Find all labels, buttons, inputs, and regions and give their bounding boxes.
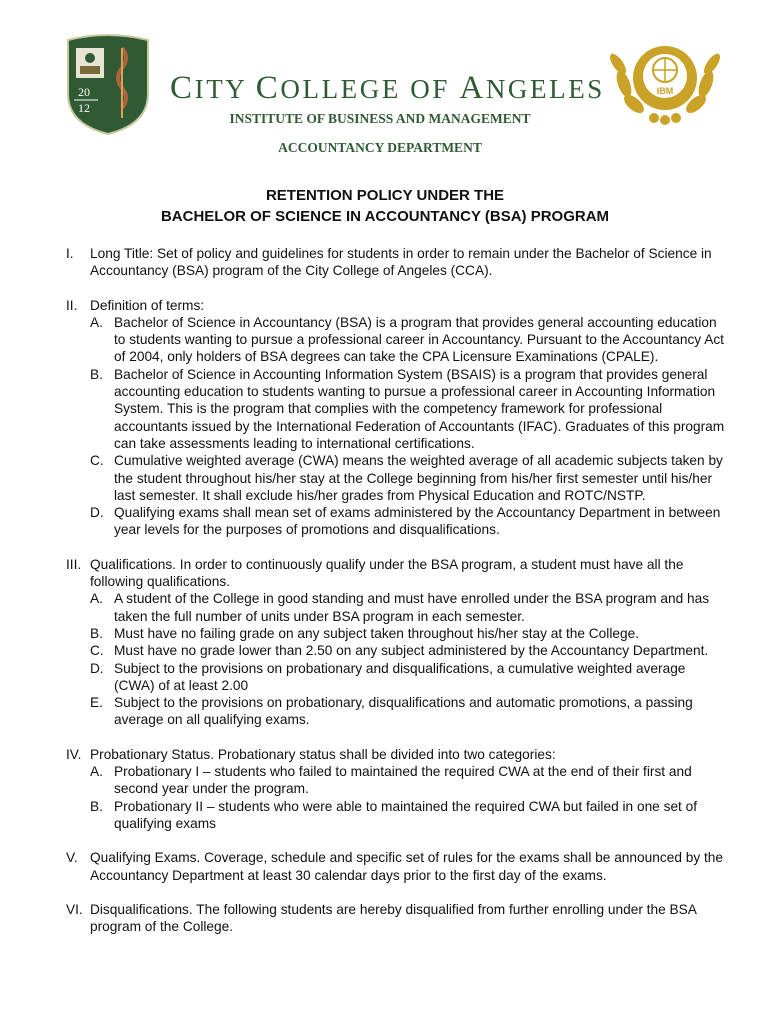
ibm-logo-text: IBM (656, 86, 674, 96)
college-name (170, 70, 605, 107)
item-text: Bachelor of Science in Accountancy (BSA) is a program that provides general accounting education to students wanting to pursue a professional career in Accountancy. Pursuant to the Accountancy Act of 2004, only holders of BSA degrees can take the CPA Licensure Examinations (CPALE). (114, 314, 724, 365)
item-letter: B. (90, 625, 103, 641)
item-letter: D. (90, 505, 104, 521)
title-line-1: RETENTION POLICY UNDER THE (265, 187, 505, 204)
section-1 (66, 245, 726, 280)
item-text: Must have no grade lower than 2.50 on any subject administered by the Accountancy Department. (114, 643, 709, 659)
list-item (90, 660, 726, 695)
college-letter-c1: C (170, 70, 195, 106)
document-title (60, 185, 710, 227)
list-item (90, 642, 726, 659)
section-2 (66, 297, 726, 539)
list-item (90, 763, 726, 798)
item-text: Probationary II – students who were able to maintained the required CWA but failed in one set of qualifying exams (114, 798, 698, 831)
item-letter: A. (90, 314, 103, 330)
item-text: Subject to the provisions on probationary, disqualifications and automatic promotions, a passing average on all qualifying exams. (114, 695, 693, 728)
section-number: V. (66, 850, 78, 866)
section-number: I. (66, 246, 74, 261)
list-item (90, 625, 726, 642)
section-text: Qualifications. In order to continuously qualify under the BSA program, a student must have all the following qualifications. (90, 556, 684, 590)
section-number: IV. (66, 746, 82, 762)
section-4 (66, 746, 726, 832)
college-shield-logo (64, 34, 152, 136)
title-line-2: BACHELOR OF SCIENCE IN ACCOUNTANCY (BSA) PROGRAM (160, 208, 610, 225)
logo-year-bottom: 12 (78, 101, 90, 115)
item-text: A student of the College in good standing and must have enrolled under the BSA program and has taken the full number of units under BSA program in each semester. (114, 591, 710, 624)
logo-year-top: 20 (78, 85, 90, 99)
item-letter: C. (90, 643, 104, 659)
list-item (90, 694, 726, 729)
list-item (90, 504, 726, 539)
section-6 (66, 901, 726, 936)
item-letter: A. (90, 764, 103, 780)
list-item (90, 314, 726, 366)
item-letter: B. (90, 366, 103, 382)
college-letter-c2: C (255, 70, 281, 106)
item-text: Qualifying exams shall mean set of exams administered by the Accountancy Department in between year levels for the purposes of promotions and disqualifications. (114, 505, 721, 538)
section-text: Qualifying Exams. Coverage, schedule and specific set of rules for the exams shall be announced by the Accountancy Department at least 30 calendar days prior to the first day of the exams. (90, 850, 724, 883)
item-text: Probationary I – students who failed to maintained the required CWA at the end of their first and second year under the program. (114, 764, 692, 797)
section-text: Probationary Status. Probationary status shall be divided into two categories: (90, 746, 556, 762)
section-3 (66, 556, 726, 729)
list-item (90, 798, 726, 833)
item-letter: E. (90, 695, 103, 711)
list-item (90, 590, 726, 625)
ibm-laurel-logo (606, 34, 724, 126)
item-text: Must have no failing grade on any subject taken throughout his/her stay at the College. (114, 625, 640, 641)
section-5 (66, 849, 726, 884)
section-text: Long Title: Set of policy and guidelines for students in order to remain under the Bachelor of Science in Accountancy (BSA) program of the City College of Angeles (CCA). (90, 246, 712, 279)
college-letter-a: A (459, 70, 486, 106)
institute-name: INSTITUTE OF BUSINESS AND MANAGEMENT (229, 111, 531, 126)
college-word-1: ITY (194, 74, 256, 104)
item-text: Bachelor of Science in Accounting Information System (BSAIS) is a program that provides general accounting education to students wanting to pursue a professional career in Accounting Information System. This is the program that complies with the competency framework for professional accountants issued by the International Federation of Accountants (IFAC). Graduates of this program can take assessments leading to international certifications. (114, 366, 725, 451)
item-text: Cumulative weighted average (CWA) means the weighted average of all academic subjects taken by the student throughout his/her stay at the College beginning from his/her first semester until his/her last semester. It shall exclude his/her grades from Physical Education and ROTC/NSTP. (114, 453, 723, 503)
college-word-2: OLLEGE OF (280, 74, 460, 104)
item-letter: A. (90, 591, 103, 607)
item-letter: B. (90, 798, 103, 814)
item-text: Subject to the provisions on probationary and disqualifications, a cumulative weighted average (CWA) of at least 2.00 (114, 660, 686, 693)
section-number: II. (66, 297, 78, 313)
item-letter: D. (90, 660, 104, 676)
section-number: VI. (66, 901, 83, 917)
item-letter: C. (90, 453, 104, 469)
list-item (90, 452, 726, 504)
list-item (90, 366, 726, 452)
college-word-3: NGELES (485, 74, 605, 104)
section-number: III. (66, 556, 82, 572)
section-text: Definition of terms: (90, 297, 205, 313)
policy-body (66, 245, 726, 935)
section-text: Disqualifications. The following students are hereby disqualified from further enrolling under the BSA program of the College. (90, 901, 697, 935)
department-name: ACCOUNTANCY DEPARTMENT (278, 140, 482, 155)
